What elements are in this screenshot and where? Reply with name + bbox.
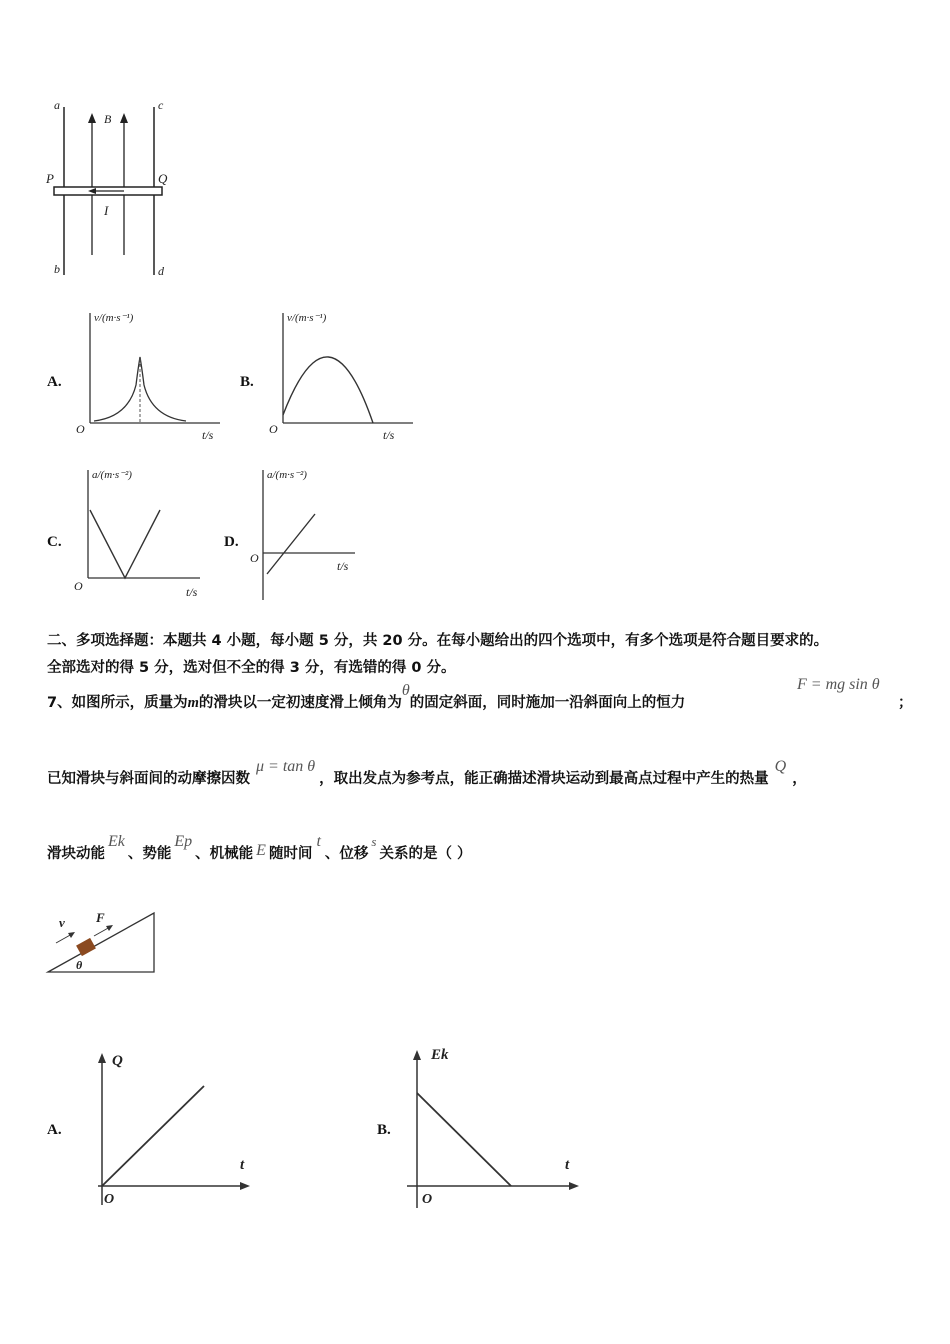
block [76,938,96,956]
y-label: a/(m·s⁻²) [267,469,307,481]
q7-text-3b: 、势能 [127,846,172,862]
label-d: d [158,264,164,278]
Q-line [102,1086,204,1186]
label-a: a [54,98,60,112]
q6-option-d-label[interactable]: D. [224,534,239,550]
F-arrowhead [106,925,113,931]
origin: O [250,551,259,565]
v-arrowhead [68,932,75,938]
q7-line3 [47,833,472,863]
q7-option-a-label[interactable]: A. [47,1122,62,1138]
label-theta: θ [76,958,83,972]
field-arrow-2 [120,113,128,123]
q6-graph-d [247,462,367,602]
q7-line2 [47,758,807,788]
incline-figure [44,905,174,980]
Ek-line [417,1093,511,1186]
y-label: a/(m·s⁻²) [92,469,132,481]
y-label: Q [112,1053,123,1069]
x-label: t [565,1157,570,1173]
label-I: I [104,203,109,218]
section2-line1: 二、多项选择题：本题共 4 小题，每小题 5 分，共 20 分。在每小题给出的四个选项中，有多个选项是符合题目要求的。 [47,633,829,649]
q6-option-b-label[interactable]: B. [240,374,254,390]
q7-option-b-label[interactable]: B. [377,1122,391,1138]
q7-t: t [316,833,321,850]
q7-m: m [187,695,199,711]
q6-graph-a [70,305,230,445]
q6-option-c-label[interactable]: C. [47,534,62,550]
a-curve [90,510,160,578]
y-label: v/(m·s⁻¹) [94,312,134,324]
q7-text-1b: 的滑块以一定初速度滑上倾角为 [198,695,402,711]
q7-s: s [371,834,377,849]
origin: O [76,422,85,436]
label-b: b [54,262,60,276]
q7-formula-force: F = mg sin θ [797,676,880,693]
x-arrowhead [240,1182,250,1190]
q7-line1 [47,682,686,712]
x-label: t [240,1157,245,1173]
q7-text-3e: 、位移 [324,846,369,862]
label-v: v [59,915,65,930]
q6-graph-c [70,462,220,602]
y-label: v/(m·s⁻¹) [287,312,327,324]
y-arrowhead [98,1053,106,1063]
label-P: P [46,171,54,186]
q7-graph-b [405,1040,590,1215]
origin: O [422,1192,433,1207]
q7-text-2b: ，取出发点为参考点，能正确描述滑块运动到最高点过程中产生的热量 [319,771,769,787]
x-label: t/s [337,559,349,573]
q7-text-2c: ， [792,771,807,787]
q6-graph-b [263,305,423,445]
y-label: Ek [431,1047,449,1063]
q7-text-3f: 关系的是（ ） [379,846,472,862]
origin: O [104,1192,115,1207]
q7-text-3d: 随时间 [268,846,313,862]
x-label: t/s [186,585,198,599]
q7-graph-a [90,1045,260,1215]
q7-text-3c: 、机械能 [195,846,254,862]
v-curve [283,357,373,423]
section2-line2: 全部选对的得 5 分，选对但不全的得 3 分，有选错的得 0 分。 [47,660,456,676]
q7-Ep: Ep [174,833,193,850]
q7-text-3a: 滑块动能 [47,846,105,862]
origin: O [269,422,278,436]
q7-theta: θ [401,682,410,699]
q7-text-1a: 7、如图所示，质量为 [47,695,188,711]
q7-semicolon: ； [898,695,913,711]
q7-formula-mu: μ = tan θ [256,758,316,775]
label-B: B [104,112,112,126]
x-label: t/s [383,428,395,442]
origin: O [74,579,83,593]
label-F: F [96,910,105,925]
y-arrowhead [413,1050,421,1060]
q7-Ek: Ek [108,833,125,850]
a-line [267,514,315,574]
label-Q: Q [158,171,168,186]
q7-text-1c: 的固定斜面，同时施加一沿斜面向上的恒力 [409,695,686,711]
q6-option-a-label[interactable]: A. [47,374,62,390]
circuit-figure [40,95,180,285]
x-arrowhead [569,1182,579,1190]
q7-E: E [256,842,266,859]
q7-text-2a: 已知滑块与斜面间的动摩擦因数 [47,771,250,787]
label-c: c [158,98,164,112]
field-arrow-1 [88,113,96,123]
x-label: t/s [202,428,214,442]
q7-Q: Q [774,758,787,775]
